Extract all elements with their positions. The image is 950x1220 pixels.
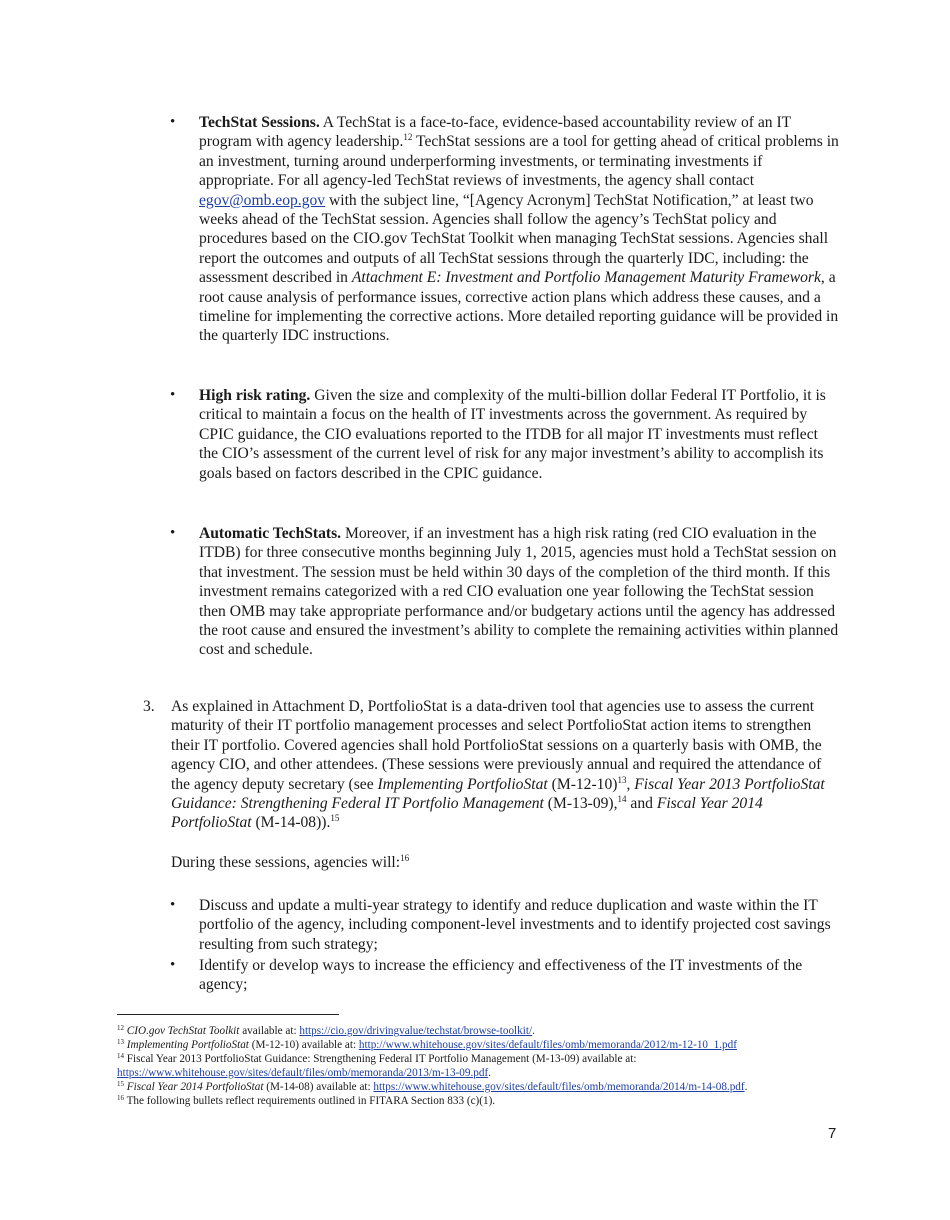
body-text: As explained in Attachment D, PortfolioStat is a data-driven tool that agencies use to assess the current maturity of their IT portfolio management processes and select PortfolioStat action items to strengthen their IT portfolio. Covered agencies shall hold PortfolioStat sessions on a quarterly basis with OMB, the agency CIO, and other attendees. (These sessions were previously annual and required the attendance of the agency deputy secretary (see xyxy=(171,698,822,793)
footnote-ref-13[interactable]: 13 xyxy=(617,774,627,785)
body-text: (M-12-10) xyxy=(547,775,618,793)
list-item: Discuss and update a multi-year strategy to identify and reduce duplication and waste within the IT portfolio of the agency, including component-level investments and to identify projected cost savings resulting from such strategy; xyxy=(199,897,831,953)
footnote-number: 12 xyxy=(117,1024,124,1032)
page-number: 7 xyxy=(828,1125,837,1142)
bullet-marker: • xyxy=(170,897,176,913)
footnote-ref-14[interactable]: 14 xyxy=(617,794,627,805)
footnote-15 xyxy=(117,1080,837,1094)
portfoliostat-paragraph xyxy=(171,697,836,833)
footnote-ref-16[interactable]: 16 xyxy=(400,853,410,863)
footnote-text: (M-12-10) available at: xyxy=(248,1039,359,1051)
egov-email-link[interactable]: egov@omb.eop.gov xyxy=(199,191,326,209)
list-item: Identify or develop ways to increase the efficiency and effectiveness of the IT investments of the agency; xyxy=(199,957,803,994)
footnote-divider xyxy=(117,1014,339,1015)
body-text: with the subject line, “[Agency Acronym] TechStat Notification,” at least two weeks ahead of the TechStat session. Agencies shall follow the agency’s TechStat policy and procedures based on the CIO.gov TechStat Toolkit when managing TechStat sessions. Agencies shall report the outcomes and outputs of all TechStat sessions through the quarterly IDC, including: the assessment described in xyxy=(199,191,829,287)
footnote-text: . xyxy=(488,1067,491,1079)
footnote-italic: Fiscal Year 2014 PortfolioStat xyxy=(126,1081,264,1093)
body-text: , a root cause analysis of performance issues, corrective action plans which address these causes, and a timeline for implementing the corrective actions. More detailed reporting guidance will be provided in the quarterly IDC instructions. xyxy=(199,269,839,345)
footnote-number: 15 xyxy=(117,1080,124,1088)
footnote-ref-15[interactable]: 15 xyxy=(330,813,340,824)
footnote-link[interactable]: https://www.whitehouse.gov/sites/default/files/omb/memoranda/2014/m-14-08.pdf xyxy=(373,1081,745,1093)
footnote-12 xyxy=(117,1024,837,1038)
body-text: (M-13-09), xyxy=(543,795,618,813)
footnote-text: The following bullets reflect requirements outlined in FITARA Section 833 (c)(1). xyxy=(124,1095,496,1107)
footnote-14 xyxy=(117,1052,837,1080)
attachment-e-title: Attachment E: Investment and Portfolio Management Maturity Framework xyxy=(351,269,821,287)
body-text: , xyxy=(626,775,635,793)
footnote-16 xyxy=(117,1094,837,1108)
footnote-number: 16 xyxy=(117,1094,124,1102)
bullet-title: Automatic TechStats. xyxy=(199,525,342,542)
bullet-marker: • xyxy=(170,957,176,973)
body-text: A TechStat is a face-to-face, evidence-based accountability review of an IT program with agency leadership. xyxy=(199,114,791,151)
body-text: (M-14-08)). xyxy=(251,814,331,832)
footnote-text: . xyxy=(744,1081,748,1093)
footnote-italic: CIO.gov TechStat Toolkit xyxy=(126,1025,240,1037)
item-number: 3. xyxy=(143,698,155,715)
footnote-text: Fiscal Year 2013 PortfolioStat Guidance: Strengthening Federal IT Portfolio Management (M-13-09) available at: xyxy=(124,1053,637,1065)
during-sessions-line xyxy=(171,853,836,872)
italic-ref: Fiscal Year 2013 PortfolioStat Guidance: Strengthening Federal IT Portfolio Management xyxy=(171,775,825,813)
footnote-link[interactable]: http://www.whitehouse.gov/sites/default/files/omb/memoranda/2012/m-12-10_1.pdf xyxy=(358,1039,737,1051)
footnote-13 xyxy=(117,1038,837,1052)
footnote-text: available at: xyxy=(239,1025,300,1037)
bullet-marker: • xyxy=(170,114,176,130)
bullet-marker: • xyxy=(170,525,176,541)
italic-ref: Implementing PortfolioStat xyxy=(377,775,548,793)
techstat-sessions-paragraph xyxy=(199,113,839,346)
body-text: Moreover, if an investment has a high risk rating (red CIO evaluation in the ITDB) for three consecutive months beginning July 1, 2015, agencies must hold a TechStat session on that investment. The session must be held within 30 days of the completion of the third month. If this investment remains categorized with a red CIO evaluation one year following the TechStat session then OMB may take appropriate performance and/or budgetary actions until the agency has addressed the root cause and ensured the investment’s ability to complete the remaining activities within planned cost and schedule. xyxy=(199,525,839,659)
body-text: Given the size and complexity of the multi-billion dollar Federal IT Portfolio, it is critical to maintain a focus on the health of IT investments across the government. As required by CPIC guidance, the CIO evaluations reported to the ITDB for all major IT investments must reflect the CIO’s assessment of the current level of risk for any major investment’s ability to accomplish its goals based on factors described in the CPIC guidance. xyxy=(199,387,826,482)
footnote-number: 14 xyxy=(117,1052,124,1060)
footnote-link[interactable]: https://www.whitehouse.gov/sites/default/files/omb/memoranda/2013/m-13-09.pdf xyxy=(117,1067,489,1079)
footnote-ref-12[interactable]: 12 xyxy=(403,132,413,143)
footnote-text: . xyxy=(532,1025,535,1037)
footnote-text: (M-14-08) available at: xyxy=(263,1081,374,1093)
italic-ref: Fiscal Year 2014 PortfolioStat xyxy=(171,795,763,832)
bullet-marker: • xyxy=(170,387,176,403)
body-text: TechStat sessions are a tool for getting ahead of critical problems in an investment, turning around underperforming investments, or terminating investments if appropriate. For all agency-led TechStat reviews of investments, the agency shall contact xyxy=(199,133,839,190)
footnote-number: 13 xyxy=(117,1038,124,1046)
footnote-link[interactable]: https://cio.gov/drivingvalue/techstat/browse-toolkit/ xyxy=(299,1025,533,1037)
body-text: and xyxy=(626,795,657,813)
bullet-title: TechStat Sessions. xyxy=(199,114,320,131)
automatic-techstats-paragraph xyxy=(199,524,839,660)
footnote-italic: Implementing PortfolioStat xyxy=(126,1039,249,1051)
high-risk-rating-paragraph xyxy=(199,386,839,483)
body-text: During these sessions, agencies will: xyxy=(171,854,401,871)
bullet-title: High risk rating. xyxy=(199,387,311,404)
